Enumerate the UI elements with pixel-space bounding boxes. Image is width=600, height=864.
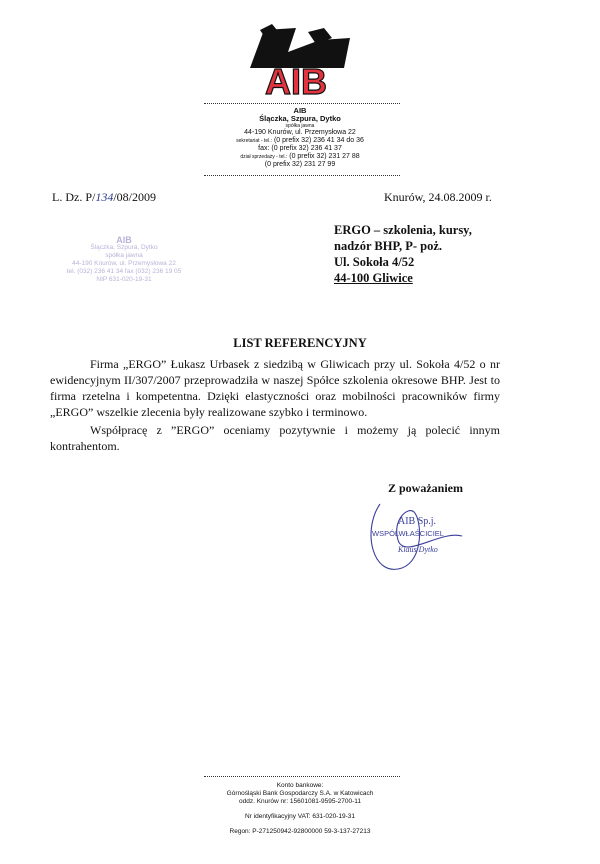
- letter-body: [50, 356, 500, 454]
- sales-tel-1: (0 prefix 32) 231 27 88: [289, 153, 360, 160]
- company-fax: [200, 145, 400, 153]
- footer: [200, 782, 400, 836]
- stamp-phones: tel. (032) 236 41 34 fax (032) 236 19 05: [66, 268, 182, 275]
- secretariat-tel: (0 prefix 32) 236 41 34 do 36: [273, 137, 364, 144]
- ref-handwritten: 134: [95, 190, 114, 204]
- ref-prefix: L. Dz. P/: [52, 190, 96, 204]
- company-owners: Ślączka, Szpura, Dytko: [259, 114, 341, 123]
- fax-number: (0 prefix 32) 236 41 37: [271, 145, 342, 152]
- header-divider-top: [204, 103, 400, 104]
- company-legal-form: spółka jawna: [285, 123, 315, 129]
- footer-bank-label: Konto bankowe:: [276, 782, 324, 789]
- ref-suffix: /08/2009: [113, 190, 157, 204]
- addressee-line2: nadzór BHP, P- poż.: [334, 239, 442, 253]
- body-paragraph-1: Firma „ERGO” Łukasz Urbasek z siedzibą w Gliwicach przy ul. Sokoła 4/52 o nr ewidencyjnym II/307/2007 przeprowadziła w naszej Spółce szkolenia okresowe BHP. Jest to firma rzetelna i kompetentna. Dzięki elastyczności oraz mobilności pracowników firmy „ERGO” wszelkie zlecenia były realizowane szybko i terminowo.: [50, 357, 500, 419]
- body-paragraph-2: Współpracę z ”ERGO” oceniamy pozytywnie i możemy ją polecić innym kontrahentom.: [50, 423, 500, 453]
- stamp-form: spółka jawna: [105, 252, 143, 259]
- company-secretariat: [200, 137, 400, 145]
- company-address: 44-190 Knurów, ul. Przemysłowa 22: [244, 129, 356, 136]
- logo-text: AIB: [265, 61, 327, 100]
- closing: Z poważaniem: [388, 481, 463, 495]
- secretariat-label: sekretariat - tel.:: [236, 138, 272, 144]
- signature-stamp: [352, 490, 502, 590]
- addressee-city: 44-100 Gliwice: [334, 271, 413, 285]
- addressee-line3: Ul. Sokoła 4/52: [334, 255, 415, 269]
- stamp-name: AIB: [116, 235, 132, 245]
- signature-line1: AIB Sp.j.: [398, 516, 437, 527]
- signature-line2: WSPÓLWŁAŚCICIEL: [372, 529, 444, 538]
- stamp-nip: NIP 631-020-19-31: [96, 276, 152, 283]
- document-title: LIST REFERENCYJNY: [233, 336, 367, 350]
- header-divider-bottom: [204, 175, 400, 176]
- company-sales: [200, 153, 400, 161]
- signature-line3: Klaus Dytko: [398, 545, 438, 554]
- footer-branch: oddz. Knurów nr: 15601081-9595-2700-11: [238, 798, 362, 805]
- addressee-block: [334, 222, 472, 286]
- footer-bank-name: Górnośląski Bank Gospodarczy S.A. w Katowicach: [226, 790, 374, 797]
- footer-vat: Nr identyfikacyjny VAT: 631-020-19-31: [245, 813, 355, 820]
- reference-number: [52, 190, 156, 205]
- footer-regon: Regon: P-271250942-92800000 59-3-137-27213: [229, 828, 371, 835]
- stamp-owners: Ślączka, Szpura, Dytko: [90, 244, 158, 251]
- company-sales-2: (0 prefix 32) 231 27 99: [264, 161, 336, 168]
- fax-label: fax:: [258, 145, 270, 152]
- company-stamp: [54, 236, 194, 284]
- addressee-line1: ERGO – szkolenia, kursy,: [334, 223, 472, 237]
- sales-label: dział sprzedaży - tel.:: [240, 154, 288, 160]
- company-header: [200, 107, 400, 169]
- company-logo: [238, 22, 356, 100]
- date-line: Knurów, 24.08.2009 r.: [384, 190, 492, 204]
- footer-divider: [204, 776, 400, 777]
- company-name: AIB: [293, 106, 307, 115]
- stamp-address: 44-190 Knurów, ul. Przemysłowa 22: [72, 260, 176, 267]
